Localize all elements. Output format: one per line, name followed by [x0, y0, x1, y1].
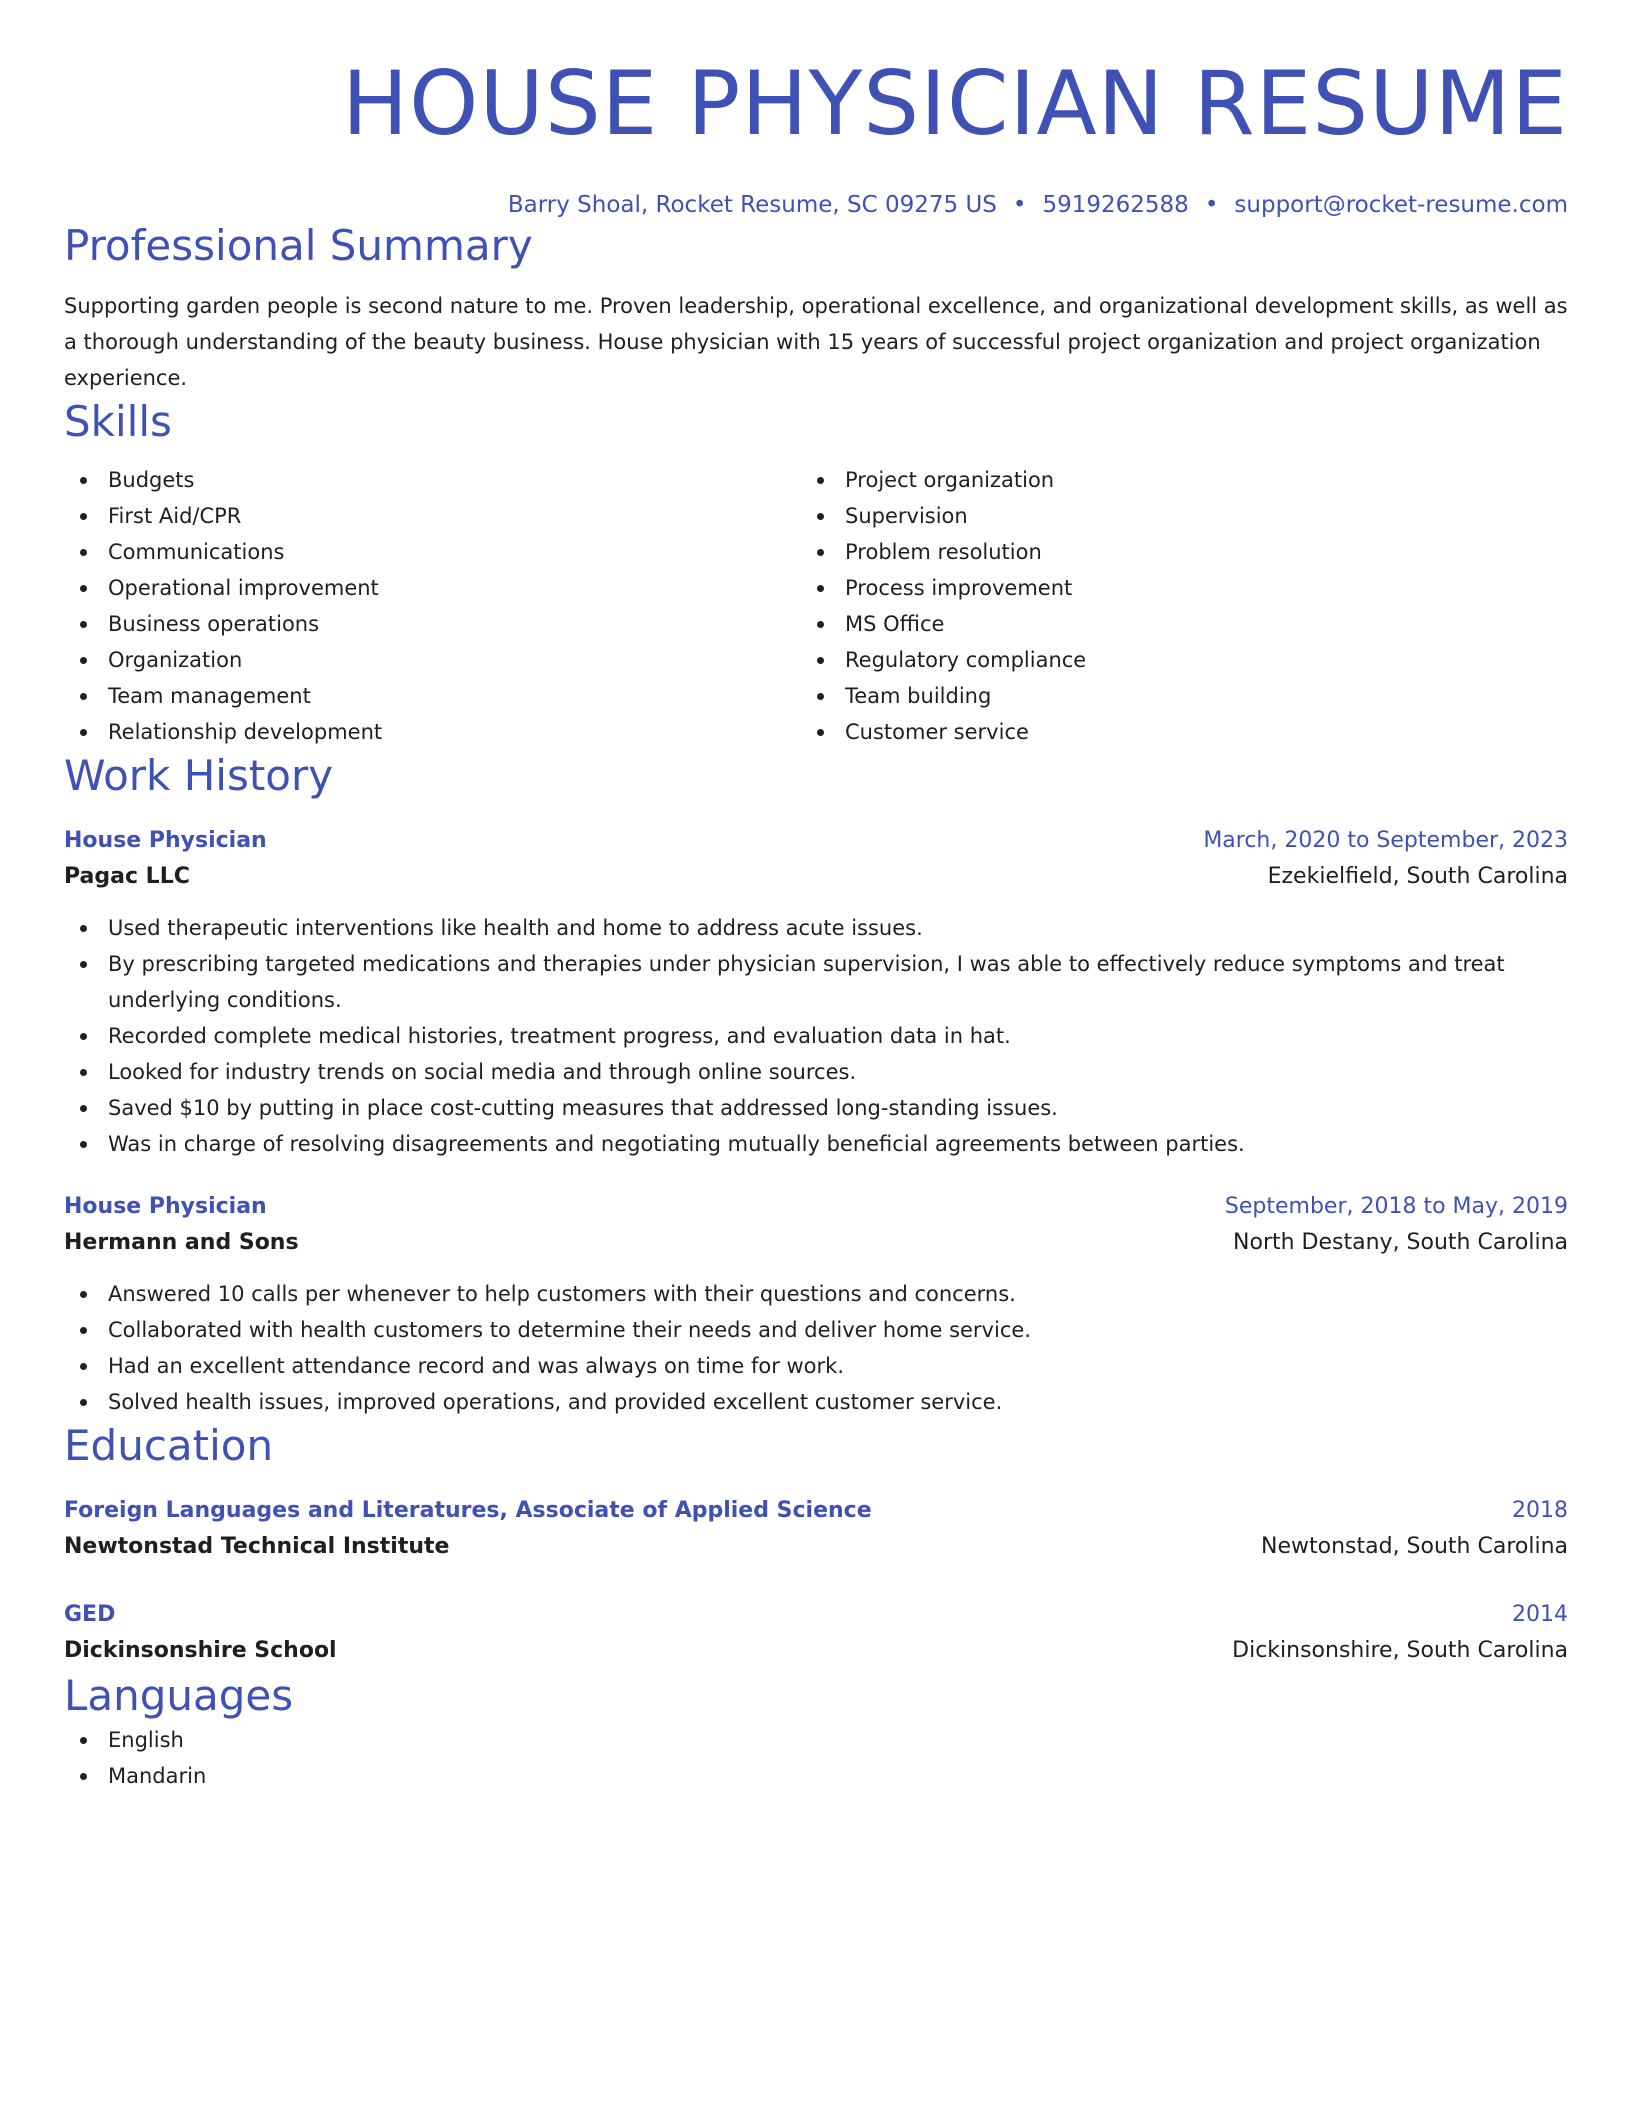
- skill-item: Organization: [64, 642, 801, 678]
- job-company: Pagac LLC: [64, 864, 190, 889]
- job-entry: [64, 1190, 1568, 1420]
- skills-column-left: [64, 462, 801, 750]
- education-school-row: [64, 1632, 1568, 1670]
- job-title: House Physician: [64, 1194, 267, 1219]
- job-company-row: [64, 858, 1568, 896]
- education-school: Newtonstad Technical Institute: [64, 1534, 450, 1559]
- job-dates: March, 2020 to September, 2023: [1203, 828, 1568, 853]
- job-company-row: [64, 1224, 1568, 1262]
- job-bullets: [64, 910, 1568, 1162]
- skills-list-right: [801, 462, 1538, 750]
- education-location: Dickinsonshire, South Carolina: [1232, 1638, 1568, 1663]
- skill-item: Supervision: [801, 498, 1538, 534]
- job-bullet: Collaborated with health customers to determine their needs and deliver home service.: [64, 1312, 1568, 1348]
- skill-item: Business operations: [64, 606, 801, 642]
- work-heading: Work History: [64, 751, 334, 800]
- job-header-row: [64, 824, 1568, 858]
- contact-line: [64, 190, 1568, 220]
- skill-item: Problem resolution: [801, 534, 1538, 570]
- job-bullet: By prescribing targeted medications and therapies under physician supervision, I was able to effectively reduce symptoms and treat underlying conditions.: [64, 946, 1568, 1018]
- education-entry: [64, 1598, 1568, 1670]
- contact-phone: 5919262588: [1042, 192, 1189, 218]
- job-bullet: Used therapeutic interventions like health and home to address acute issues.: [64, 910, 1568, 946]
- education-header-row: [64, 1598, 1568, 1632]
- contact-separator: •: [1012, 192, 1027, 218]
- education-school-row: [64, 1528, 1568, 1566]
- education-school: Dickinsonshire School: [64, 1638, 337, 1663]
- education-degree: Foreign Languages and Literatures, Associate of Applied Science: [64, 1498, 872, 1523]
- job-bullet: Saved $10 by putting in place cost-cutting measures that addressed long-standing issues.: [64, 1090, 1568, 1126]
- languages-list: [64, 1722, 1568, 1794]
- education-year: 2014: [1512, 1602, 1568, 1627]
- job-entry: [64, 824, 1568, 1162]
- contact-address: Barry Shoal, Rocket Resume, SC 09275 US: [507, 192, 997, 218]
- skill-item: First Aid/CPR: [64, 498, 801, 534]
- job-bullet: Recorded complete medical histories, treatment progress, and evaluation data in hat.: [64, 1018, 1568, 1054]
- summary-heading: Professional Summary: [64, 221, 533, 270]
- job-location: Ezekielfield, South Carolina: [1267, 864, 1568, 889]
- job-title: House Physician: [64, 828, 267, 853]
- skills-grid: [64, 462, 1568, 750]
- job-bullet: Solved health issues, improved operations, and provided excellent customer service.: [64, 1384, 1568, 1420]
- contact-email: support@rocket-resume.com: [1234, 192, 1568, 218]
- skill-item: Operational improvement: [64, 570, 801, 606]
- skill-item: Project organization: [801, 462, 1538, 498]
- skill-item: Team management: [64, 678, 801, 714]
- education-location: Newtonstad, South Carolina: [1261, 1534, 1568, 1559]
- education-heading: Education: [64, 1421, 274, 1470]
- summary-text: Supporting garden people is second nature to me. Proven leadership, operational excellence, and organizational development skills, as well as a thorough understanding of the beauty business. House physician with 15 years of successful project organization and project organization experience.: [64, 294, 1568, 390]
- skill-item: Budgets: [64, 462, 801, 498]
- contact-separator: •: [1204, 192, 1219, 218]
- job-bullet: Was in charge of resolving disagreements and negotiating mutually beneficial agreements between parties.: [64, 1126, 1568, 1162]
- skills-heading: Skills: [64, 397, 172, 446]
- education-entry: [64, 1494, 1568, 1566]
- education-degree: GED: [64, 1602, 116, 1627]
- skills-column-right: [801, 462, 1538, 750]
- skill-item: Process improvement: [801, 570, 1538, 606]
- language-item: English: [64, 1722, 1568, 1758]
- job-location: North Destany, South Carolina: [1233, 1230, 1568, 1255]
- job-bullet: Had an excellent attendance record and was always on time for work.: [64, 1348, 1568, 1384]
- skill-item: MS Office: [801, 606, 1538, 642]
- job-bullet: Looked for industry trends on social media and through online sources.: [64, 1054, 1568, 1090]
- education-header-row: [64, 1494, 1568, 1528]
- skill-item: Customer service: [801, 714, 1538, 750]
- language-item: Mandarin: [64, 1758, 1568, 1794]
- languages-heading: Languages: [64, 1671, 294, 1720]
- skill-item: Team building: [801, 678, 1538, 714]
- education-year: 2018: [1512, 1498, 1568, 1523]
- job-header-row: [64, 1190, 1568, 1224]
- job-company: Hermann and Sons: [64, 1230, 299, 1255]
- skills-list-left: [64, 462, 801, 750]
- skill-item: Relationship development: [64, 714, 801, 750]
- skill-item: Regulatory compliance: [801, 642, 1538, 678]
- job-bullet: Answered 10 calls per whenever to help customers with their questions and concerns.: [64, 1276, 1568, 1312]
- job-bullets: [64, 1276, 1568, 1420]
- job-dates: September, 2018 to May, 2019: [1224, 1194, 1568, 1219]
- resume-title: HOUSE PHYSICIAN RESUME: [341, 52, 1568, 155]
- skill-item: Communications: [64, 534, 801, 570]
